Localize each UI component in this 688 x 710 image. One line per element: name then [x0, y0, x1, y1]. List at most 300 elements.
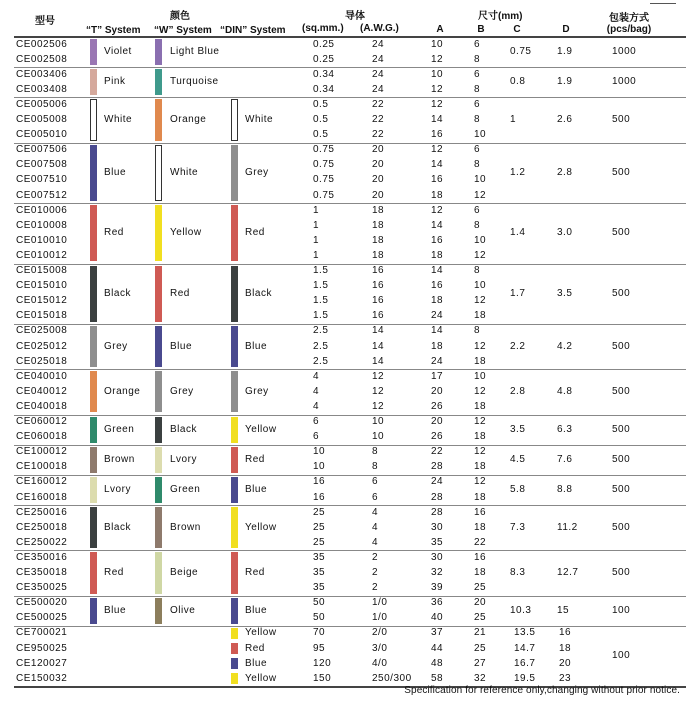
awg-value: 8	[372, 461, 379, 473]
din-system-color-label: Blue	[245, 484, 268, 495]
dim-d: 1.9	[557, 46, 573, 58]
model-number: CE250018	[16, 521, 68, 533]
dim-b: 12	[474, 385, 487, 397]
t-system-color-label: Blue	[104, 604, 127, 616]
dim-c: 16.7	[514, 657, 536, 669]
dim-b: 18	[474, 431, 487, 443]
din-swatch	[231, 673, 238, 684]
dim-a: 18	[431, 249, 444, 261]
awg-value: 24	[372, 68, 385, 80]
din-system-swatch	[231, 447, 238, 473]
header-model: 型号	[35, 16, 55, 27]
dim-b: 18	[474, 567, 487, 578]
cross-section: 0.5	[313, 98, 329, 110]
header-packing: 包装方式	[609, 13, 649, 24]
t-system-color-label: Pink	[104, 76, 126, 88]
dim-b: 10	[474, 174, 487, 186]
dim-b: 22	[474, 536, 487, 548]
pack-quantity: 500	[612, 114, 631, 126]
dim-b: 20	[474, 597, 487, 609]
dim-c: 2.2	[510, 340, 526, 352]
dim-a: 20	[431, 416, 444, 427]
t-system-color-label: Orange	[104, 385, 141, 397]
t-system-color-label: Blue	[104, 166, 127, 178]
header-col-c: C	[513, 24, 521, 35]
dim-a: 24	[431, 310, 444, 322]
dim-b: 6	[474, 144, 481, 156]
w-system-swatch	[155, 266, 162, 322]
dim-b: 25	[474, 582, 487, 594]
dim-c: 4.5	[510, 453, 526, 465]
din-color-label: Yellow	[245, 627, 277, 639]
model-number: CE040010	[16, 370, 68, 382]
awg-value: 4	[372, 521, 379, 533]
dim-c: 3.5	[510, 423, 526, 435]
w-system-color-label: Red	[170, 287, 190, 299]
awg-value: 3/0	[372, 642, 388, 654]
cross-section: 25	[313, 506, 326, 518]
header-col-d: D	[562, 24, 570, 35]
dim-b: 16	[474, 506, 487, 518]
model-number: CE015008	[16, 265, 68, 276]
w-system-color-label: Turquoise	[170, 76, 219, 88]
cross-section: 0.75	[313, 189, 335, 201]
dim-b: 8	[474, 219, 481, 231]
awg-value: 10	[372, 416, 385, 427]
awg-value: 22	[372, 98, 385, 110]
cross-section: 120	[313, 657, 332, 669]
din-system-swatch	[231, 477, 238, 503]
dim-d: 2.6	[557, 114, 573, 126]
header-t-system: “T” System	[86, 25, 141, 36]
din-swatch	[231, 628, 238, 639]
awg-value: 16	[372, 280, 385, 292]
cross-section: 35	[313, 582, 326, 594]
pack-quantity: 500	[612, 340, 631, 352]
model-number: CE025018	[16, 355, 68, 367]
dim-b: 6	[474, 38, 481, 50]
dim-a: 44	[431, 642, 444, 654]
dim-a: 26	[431, 400, 444, 412]
dim-a: 32	[431, 567, 444, 578]
dim-a: 28	[431, 461, 444, 473]
dim-b: 21	[474, 627, 487, 639]
footer-note: Specification for reference only,changing without prior notice.	[404, 685, 680, 696]
w-system-color-label: White	[170, 166, 199, 178]
din-system-swatch	[231, 507, 238, 548]
din-system-swatch	[231, 145, 238, 201]
t-system-swatch	[90, 99, 97, 140]
cross-section: 4	[313, 385, 320, 397]
din-system-color-label: Red	[245, 453, 265, 465]
dim-b: 12	[474, 340, 487, 352]
dim-a: 16	[431, 280, 444, 292]
cross-section: 1.5	[313, 265, 329, 276]
pack-quantity: 100	[612, 604, 631, 616]
header-conductor: 导体	[345, 11, 365, 22]
awg-value: 16	[372, 310, 385, 322]
model-number: CE015010	[16, 280, 68, 292]
dim-c: 10.3	[510, 604, 532, 616]
awg-value: 2	[372, 551, 379, 563]
awg-value: 20	[372, 159, 385, 171]
model-number: CE100012	[16, 446, 68, 458]
dim-a: 24	[431, 476, 444, 488]
dim-d: 6.3	[557, 423, 573, 435]
model-number: CE007510	[16, 174, 68, 186]
cross-section: 150	[313, 672, 332, 684]
dim-b: 8	[474, 83, 481, 95]
awg-value: 18	[372, 249, 385, 261]
t-system-swatch	[90, 507, 97, 548]
w-system-color-label: Blue	[170, 340, 193, 352]
group-divider	[14, 445, 686, 446]
model-number: CE002508	[16, 53, 68, 65]
dim-c: 1.2	[510, 166, 526, 178]
group-divider	[14, 505, 686, 506]
awg-value: 24	[372, 38, 385, 50]
cross-section: 16	[313, 491, 326, 503]
din-system-color-label: Red	[245, 567, 265, 578]
dim-a: 14	[431, 159, 444, 171]
dim-b: 12	[474, 189, 487, 201]
cross-section: 1	[313, 249, 320, 261]
w-system-color-label: Lvory	[170, 453, 197, 465]
model-number: CE500020	[16, 597, 68, 609]
dim-b: 18	[474, 310, 487, 322]
w-system-color-label: Olive	[170, 604, 196, 616]
cross-section: 0.75	[313, 144, 335, 156]
awg-value: 6	[372, 491, 379, 503]
dim-b: 12	[474, 476, 487, 488]
dim-b: 25	[474, 612, 487, 624]
t-system-swatch	[90, 417, 97, 443]
dim-a: 35	[431, 536, 444, 548]
dim-b: 10	[474, 234, 487, 246]
t-system-swatch	[90, 477, 97, 503]
cross-section: 0.25	[313, 53, 335, 65]
cross-section: 70	[313, 627, 326, 639]
cross-section: 0.75	[313, 159, 335, 171]
dim-a: 28	[431, 491, 444, 503]
group-divider	[14, 596, 686, 597]
awg-value: 12	[372, 400, 385, 412]
dim-a: 14	[431, 265, 444, 276]
cross-section: 2.5	[313, 340, 329, 352]
cross-section: 0.34	[313, 68, 335, 80]
dim-a: 16	[431, 174, 444, 186]
w-system-swatch	[155, 145, 162, 201]
cross-section: 35	[313, 551, 326, 563]
model-number: CE250022	[16, 536, 68, 548]
dim-a: 26	[431, 431, 444, 443]
model-number: CE005008	[16, 114, 68, 125]
model-number: CE010008	[16, 219, 68, 231]
awg-value: 18	[372, 204, 385, 216]
cross-section: 6	[313, 431, 320, 443]
awg-value: 16	[372, 295, 385, 307]
awg-value: 14	[372, 325, 385, 337]
t-system-color-label: Grey	[104, 340, 128, 352]
model-number: CE040018	[16, 400, 68, 412]
din-system-color-label: Grey	[245, 385, 269, 397]
awg-value: 24	[372, 83, 385, 95]
cross-section: 10	[313, 446, 326, 458]
t-system-color-label: Red	[104, 567, 124, 578]
cross-section: 0.75	[313, 174, 335, 186]
awg-value: 18	[372, 219, 385, 231]
dim-b: 8	[474, 159, 481, 171]
dim-b: 8	[474, 53, 481, 65]
awg-value: 250/300	[372, 672, 412, 684]
dim-a: 36	[431, 597, 444, 609]
dim-d: 11.2	[557, 521, 578, 533]
awg-value: 12	[372, 370, 385, 382]
dim-c: 1	[510, 114, 517, 126]
dim-c: 5.8	[510, 484, 526, 495]
cross-section: 10	[313, 461, 326, 473]
dim-b: 18	[474, 521, 487, 533]
dim-a: 30	[431, 521, 444, 533]
model-number: CE100018	[16, 461, 68, 473]
model-number: CE015018	[16, 310, 68, 322]
din-color-label: Yellow	[245, 672, 277, 684]
group-divider	[14, 550, 686, 551]
w-system-color-label: Light Blue	[170, 46, 220, 58]
pack-quantity: 500	[612, 227, 631, 239]
awg-value: 16	[372, 265, 385, 276]
dim-a: 12	[431, 53, 444, 65]
t-system-swatch	[90, 69, 97, 95]
dim-c: 14.7	[514, 642, 536, 654]
pack-quantity: 500	[612, 385, 631, 397]
cross-section: 0.5	[313, 114, 329, 125]
t-system-swatch	[90, 598, 97, 624]
cross-section: 0.34	[313, 83, 335, 95]
dim-d: 18	[559, 642, 572, 654]
din-system-color-label: Yellow	[245, 521, 277, 533]
cross-section: 1	[313, 234, 320, 246]
din-system-color-label: White	[245, 114, 274, 126]
cross-section: 95	[313, 642, 326, 654]
awg-value: 1/0	[372, 597, 388, 609]
cross-section: 25	[313, 521, 326, 533]
header-rule	[14, 36, 686, 38]
dim-b: 10	[474, 370, 487, 382]
dim-a: 20	[431, 385, 444, 397]
dim-c: 19.5	[514, 672, 536, 684]
awg-value: 2	[372, 567, 379, 578]
w-system-swatch	[155, 598, 162, 624]
model-number: CE350025	[16, 582, 68, 594]
dim-a: 18	[431, 189, 444, 201]
model-number: CE350016	[16, 551, 68, 563]
cross-section: 6	[313, 416, 320, 427]
cross-section: 25	[313, 536, 326, 548]
dim-b: 18	[474, 461, 487, 473]
w-system-color-label: Green	[170, 484, 201, 495]
din-system-color-label: Blue	[245, 604, 268, 616]
group-divider	[14, 475, 686, 476]
dim-b: 6	[474, 204, 481, 216]
model-number: CE160012	[16, 476, 68, 488]
dim-b: 12	[474, 249, 487, 261]
cross-section: 50	[313, 597, 326, 609]
awg-value: 4	[372, 536, 379, 548]
model-number: CE060012	[16, 416, 68, 427]
model-number: CE950025	[16, 642, 68, 654]
dim-a: 12	[431, 83, 444, 95]
t-system-color-label: Black	[104, 287, 131, 299]
pack-quantity: 1000	[612, 46, 637, 58]
cross-section: 16	[313, 476, 326, 488]
t-system-color-label: Brown	[104, 453, 135, 465]
din-system-swatch	[231, 266, 238, 322]
w-system-swatch	[155, 507, 162, 548]
dim-a: 17	[431, 370, 444, 382]
awg-value: 20	[372, 189, 385, 201]
group-divider	[14, 143, 686, 144]
t-system-color-label: Green	[104, 423, 135, 435]
t-system-swatch	[90, 447, 97, 473]
cross-section: 1	[313, 219, 320, 231]
awg-value: 24	[372, 53, 385, 65]
t-system-swatch	[90, 371, 97, 412]
t-system-color-label: Black	[104, 521, 131, 533]
dim-a: 58	[431, 672, 444, 684]
dim-a: 22	[431, 446, 444, 458]
dim-b: 18	[474, 400, 487, 412]
header-w-system: “W” System	[154, 25, 212, 36]
model-number: CE010006	[16, 204, 68, 216]
din-color-label: Red	[245, 642, 265, 654]
pack-quantity: 500	[612, 166, 631, 178]
dim-a: 24	[431, 355, 444, 367]
dim-b: 8	[474, 325, 481, 337]
din-color-label: Blue	[245, 657, 268, 669]
dim-b: 27	[474, 657, 487, 669]
t-system-color-label: White	[104, 114, 133, 126]
group-divider	[14, 97, 686, 98]
model-number: CE007512	[16, 189, 68, 201]
dim-c: 0.75	[510, 46, 532, 58]
model-number: CE007506	[16, 144, 68, 156]
model-number: CE160018	[16, 491, 68, 503]
header-packing-unit: (pcs/bag)	[606, 24, 652, 35]
w-system-color-label: Black	[170, 423, 197, 435]
dim-a: 48	[431, 657, 444, 669]
dim-d: 7.6	[557, 453, 573, 465]
din-system-color-label: Grey	[245, 166, 269, 178]
group-divider	[14, 369, 686, 370]
cross-section: 4	[313, 400, 320, 412]
dim-d: 2.8	[557, 166, 573, 178]
awg-value: 18	[372, 234, 385, 246]
pack-quantity: 500	[612, 567, 631, 578]
awg-value: 10	[372, 431, 385, 443]
din-system-swatch	[231, 326, 238, 367]
dim-b: 16	[474, 551, 487, 563]
model-number: CE250016	[16, 506, 68, 518]
dim-b: 10	[474, 280, 487, 292]
w-system-swatch	[155, 552, 162, 593]
model-number: CE040012	[16, 385, 68, 397]
dim-a: 14	[431, 219, 444, 231]
dim-a: 39	[431, 582, 444, 594]
model-number: CE025012	[16, 340, 68, 352]
model-number: CE350018	[16, 567, 68, 578]
dim-d: 12.7	[557, 567, 579, 578]
dim-d: 16	[559, 627, 572, 639]
dim-a: 12	[431, 204, 444, 216]
w-system-color-label: Orange	[170, 114, 207, 126]
group-divider	[14, 626, 686, 627]
w-system-swatch	[155, 39, 162, 65]
dim-c: 13.5	[514, 627, 536, 639]
model-number: CE005010	[16, 129, 68, 141]
dim-a: 30	[431, 551, 444, 563]
dim-a: 10	[431, 68, 444, 80]
cross-section: 2.5	[313, 355, 329, 367]
din-system-color-label: Yellow	[245, 423, 277, 435]
din-system-color-label: Blue	[245, 340, 268, 352]
awg-value: 4/0	[372, 657, 388, 669]
pack-quantity: 500	[612, 484, 631, 495]
awg-value: 2/0	[372, 627, 388, 639]
cross-section: 0.5	[313, 129, 329, 141]
dim-d: 4.8	[557, 385, 573, 397]
cross-section: 1	[313, 204, 320, 216]
dim-a: 12	[431, 144, 444, 156]
awg-value: 8	[372, 446, 379, 458]
dim-a: 14	[431, 325, 444, 337]
group-divider	[14, 324, 686, 325]
t-system-swatch	[90, 205, 97, 261]
dim-b: 6	[474, 68, 481, 80]
dim-a: 14	[431, 114, 444, 125]
cross-section: 35	[313, 567, 326, 578]
t-system-swatch	[90, 39, 97, 65]
t-system-color-label: Red	[104, 227, 124, 239]
awg-value: 12	[372, 385, 385, 397]
dim-a: 28	[431, 506, 444, 518]
t-system-color-label: Violet	[104, 46, 132, 58]
dim-d: 8.8	[557, 484, 573, 495]
model-number: CE010010	[16, 234, 68, 246]
header-color: 颜色	[170, 11, 190, 22]
dim-b: 18	[474, 355, 487, 367]
din-system-color-label: Red	[245, 227, 265, 239]
header-din-system: “DIN” System	[220, 25, 286, 36]
cross-section: 1.5	[313, 295, 329, 307]
w-system-swatch	[155, 99, 162, 140]
awg-value: 1/0	[372, 612, 388, 624]
cross-section: 1.5	[313, 280, 329, 292]
dim-b: 8	[474, 265, 481, 276]
dim-b: 12	[474, 295, 487, 307]
awg-value: 22	[372, 129, 385, 141]
model-number: CE120027	[16, 657, 68, 669]
dim-d: 1.9	[557, 76, 573, 88]
t-system-swatch	[90, 326, 97, 367]
dim-b: 12	[474, 446, 487, 458]
w-system-swatch	[155, 477, 162, 503]
dim-a: 10	[431, 38, 444, 50]
model-number: CE007508	[16, 159, 68, 171]
din-system-swatch	[231, 552, 238, 593]
model-number: CE500025	[16, 612, 68, 624]
dim-a: 16	[431, 234, 444, 246]
